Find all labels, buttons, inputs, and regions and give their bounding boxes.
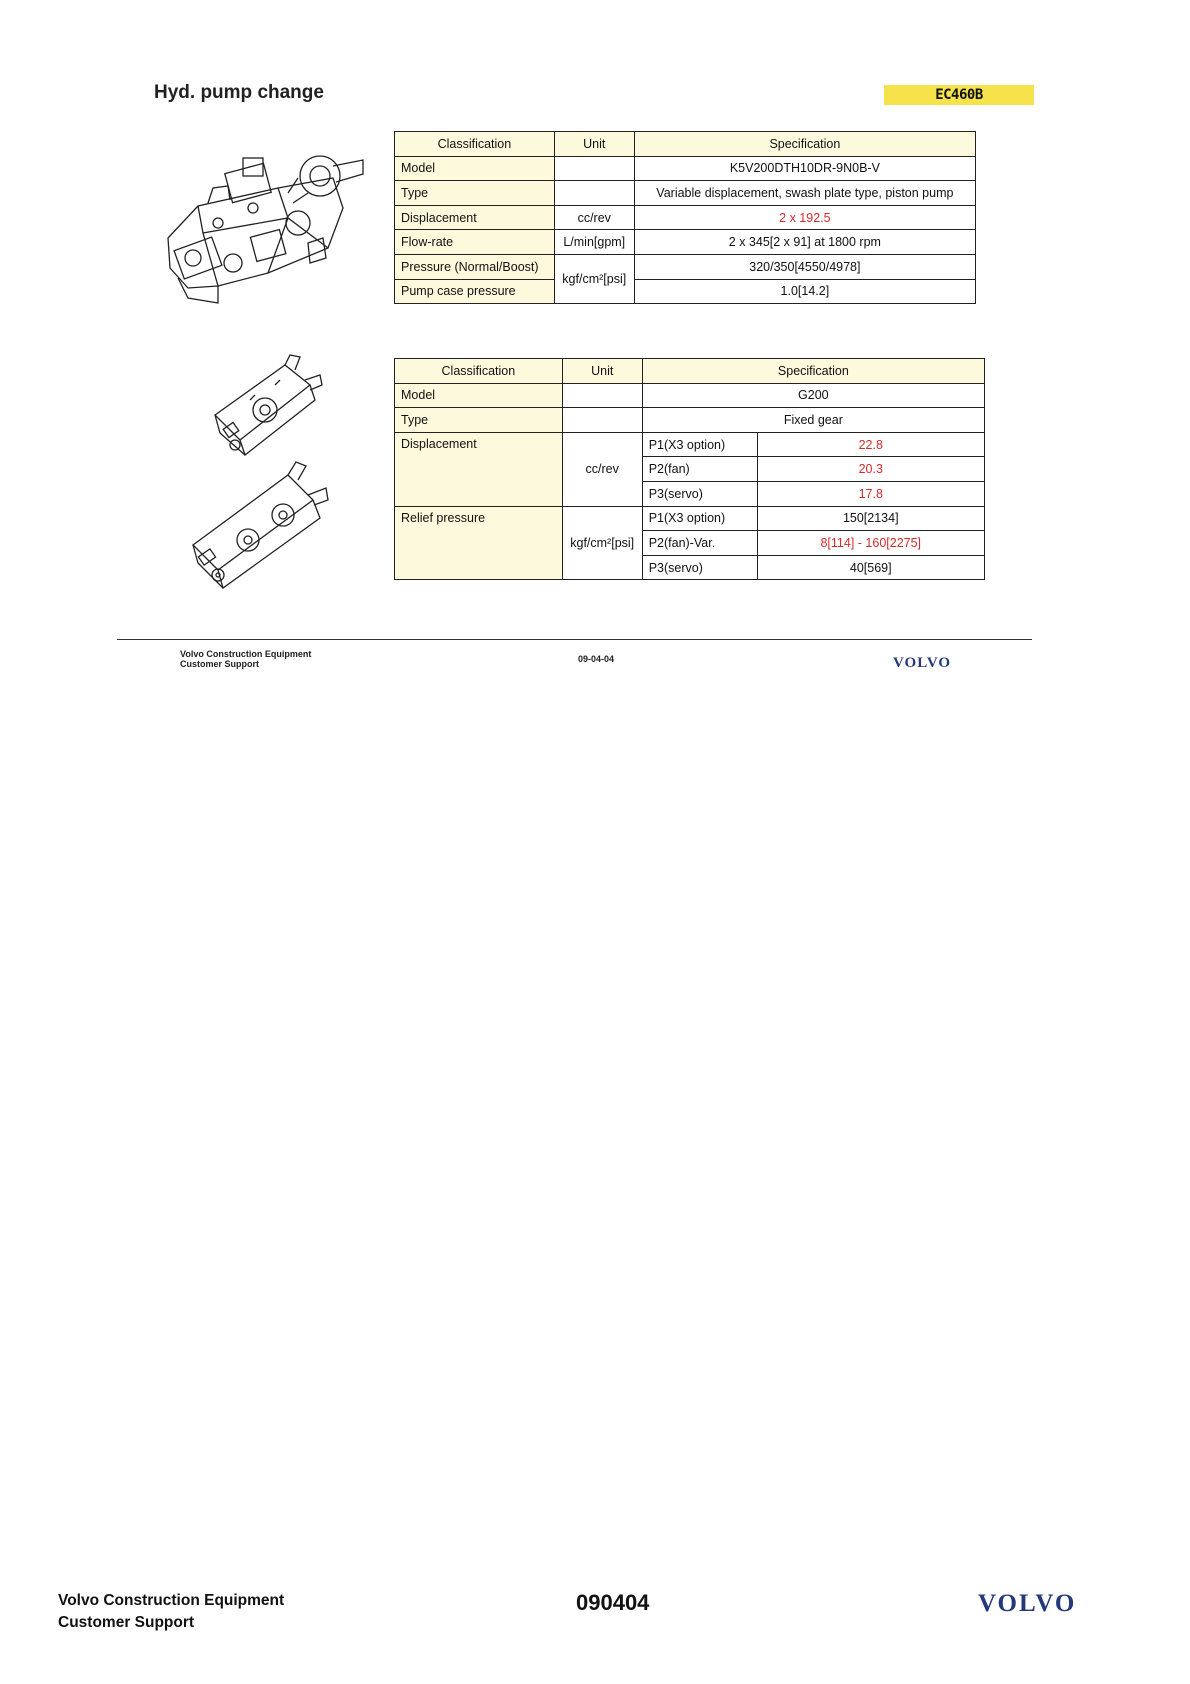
row-label: Model — [395, 156, 555, 181]
port-value: 17.8 — [757, 481, 984, 506]
header-specification: Specification — [642, 359, 984, 384]
row-spec: K5V200DTH10DR-9N0B-V — [634, 156, 975, 181]
row-unit — [554, 156, 634, 181]
table-row — [395, 383, 985, 408]
page-footer-volvo-logo: VOLVO — [978, 1590, 1077, 1617]
row-unit — [554, 181, 634, 206]
table-header-row — [395, 132, 976, 157]
port-label: P1(X3 option) — [642, 506, 757, 531]
port-label: P1(X3 option) — [642, 432, 757, 457]
page-footer-company — [58, 1590, 284, 1634]
port-value: 150[2134] — [757, 506, 984, 531]
row-spec: 320/350[4550/4978] — [634, 254, 975, 279]
table-row — [395, 254, 976, 279]
row-unit: L/min[gpm] — [554, 230, 634, 255]
gear-pump-illustration-top — [210, 355, 330, 460]
row-label: Pressure (Normal/Boost) — [395, 254, 555, 279]
table-row — [395, 432, 985, 457]
table-row — [395, 279, 976, 304]
table-header-row — [395, 359, 985, 384]
slide-footer-company — [180, 649, 311, 669]
page-footer-doc-number: 090404 — [576, 1590, 650, 1615]
header-classification: Classification — [395, 359, 563, 384]
slide-footer-date: 09-04-04 — [578, 654, 615, 664]
port-value: 40[569] — [757, 555, 984, 580]
page-footer-company-line2: Customer Support — [58, 1614, 195, 1631]
slide-footer-company-line1: Volvo Construction Equipment — [180, 649, 312, 659]
table-row — [395, 230, 976, 255]
gear-pump-illustration-bottom — [188, 460, 333, 595]
row-label: Relief pressure — [395, 506, 563, 580]
header-classification: Classification — [395, 132, 555, 157]
port-label: P2(fan)-Var. — [642, 531, 757, 556]
row-unit: kgf/cm²[psi] — [554, 254, 634, 303]
page-footer-company-line1: Volvo Construction Equipment — [58, 1592, 285, 1609]
row-spec: 1.0[14.2] — [634, 279, 975, 304]
port-label: P3(servo) — [642, 481, 757, 506]
row-spec: Fixed gear — [642, 408, 984, 433]
main-pump-illustration — [158, 148, 368, 316]
row-label: Flow-rate — [395, 230, 555, 255]
table-row — [395, 156, 976, 181]
table-row — [395, 205, 976, 230]
slide-footer-volvo-logo: VOLVO — [893, 655, 952, 671]
row-unit — [562, 408, 642, 433]
table-row — [395, 506, 985, 531]
port-label: P3(servo) — [642, 555, 757, 580]
table-row — [395, 181, 976, 206]
model-badge: EC460B — [884, 85, 1034, 105]
port-value: 8[114] - 160[2275] — [757, 531, 984, 556]
row-spec: 2 x 192.5 — [634, 205, 975, 230]
row-label: Displacement — [395, 432, 563, 506]
row-unit: cc/rev — [554, 205, 634, 230]
slide-footer-company-line2: Customer Support — [180, 659, 260, 669]
port-value: 20.3 — [757, 457, 984, 482]
port-value: 22.8 — [757, 432, 984, 457]
row-spec: 2 x 345[2 x 91] at 1800 rpm — [634, 230, 975, 255]
main-pump-spec-table — [394, 131, 976, 304]
slide-footer-divider — [117, 639, 1032, 640]
row-unit — [562, 383, 642, 408]
row-unit: cc/rev — [562, 432, 642, 506]
gear-pump-spec-table — [394, 358, 985, 580]
page-title: Hyd. pump change — [154, 82, 324, 103]
row-unit: kgf/cm²[psi] — [562, 506, 642, 580]
header-unit: Unit — [554, 132, 634, 157]
row-label: Pump case pressure — [395, 279, 555, 304]
row-label: Type — [395, 408, 563, 433]
row-spec: Variable displacement, swash plate type, piston pump — [634, 181, 975, 206]
row-label: Model — [395, 383, 563, 408]
row-spec: G200 — [642, 383, 984, 408]
port-label: P2(fan) — [642, 457, 757, 482]
table-row — [395, 408, 985, 433]
row-label: Type — [395, 181, 555, 206]
header-specification: Specification — [634, 132, 975, 157]
row-label: Displacement — [395, 205, 555, 230]
header-unit: Unit — [562, 359, 642, 384]
